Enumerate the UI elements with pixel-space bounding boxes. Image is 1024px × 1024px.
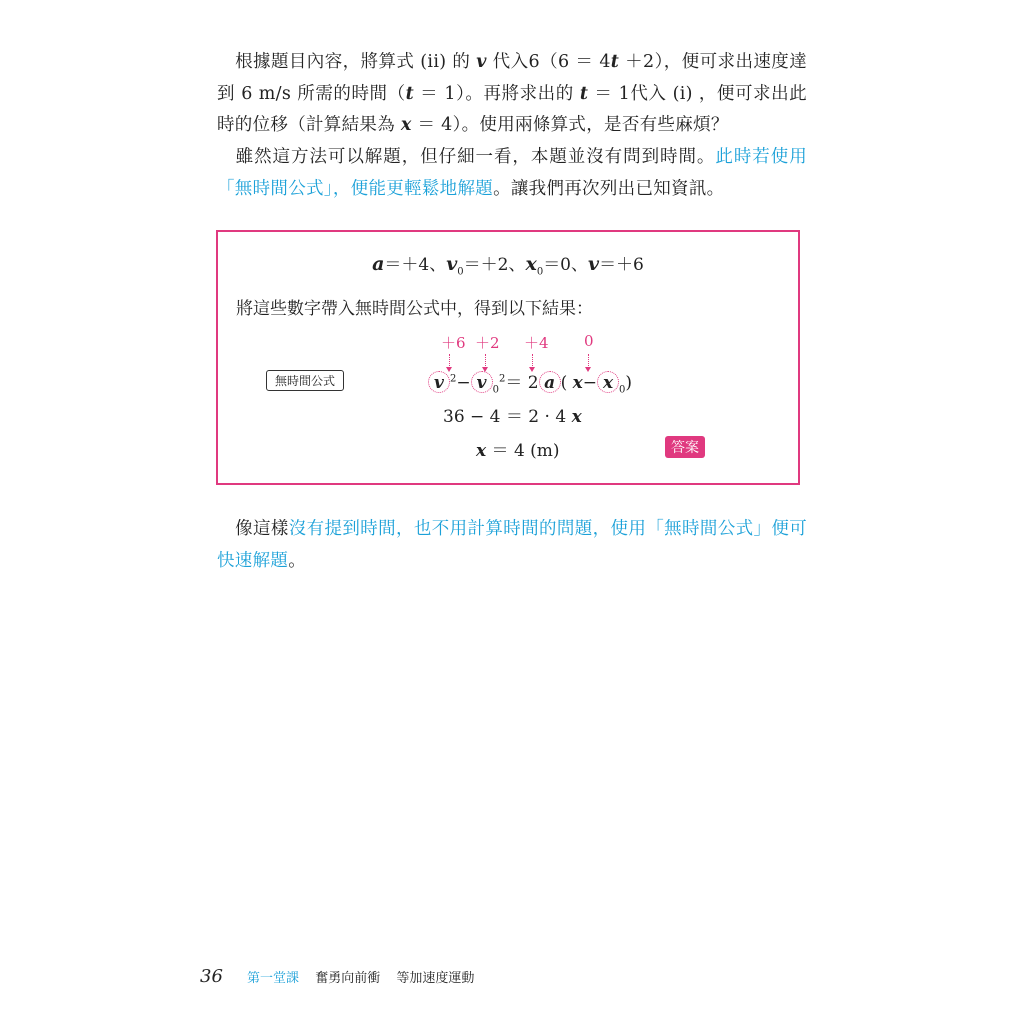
variable-v: v	[476, 52, 487, 72]
text: 。	[288, 550, 307, 571]
given-values	[218, 250, 798, 277]
text: ＝ 1）。再將求出的	[414, 83, 580, 104]
variable-a: a	[372, 253, 385, 275]
page-number: 36	[200, 966, 223, 987]
calculation-step	[443, 402, 582, 427]
paren: (	[560, 373, 568, 393]
superscript: 2	[450, 373, 457, 385]
page-footer	[200, 966, 474, 987]
sub-value-a: ＋4	[524, 334, 549, 352]
answer-badge: 答案	[665, 436, 705, 458]
paren: )	[625, 373, 633, 393]
topic-title: 等加速度運動	[396, 971, 475, 986]
variable-t: t	[610, 52, 620, 72]
variable-x: x	[400, 115, 412, 135]
subscript: 0	[492, 384, 499, 396]
highlight-text: 此時若使用「無時間公式」，便能更輕鬆地解題	[217, 147, 807, 199]
value: ＝0、	[543, 255, 589, 275]
value: ＝＋2、	[463, 255, 526, 275]
subscript: 0	[536, 266, 544, 278]
variable-x: x	[572, 373, 583, 393]
variable-v: v	[588, 253, 600, 275]
lead-text: 將這些數字帶入無時間公式中，得到以下結果：	[236, 299, 593, 319]
highlight-text: 沒有提到時間，也不用計算時間的問題，使用「無時間公式」便可快速解題	[217, 519, 807, 571]
value: ＝＋6	[599, 255, 644, 275]
formula-tag: 無時間公式	[266, 370, 344, 391]
lesson-label: 第一堂課	[247, 971, 300, 986]
example-box	[216, 230, 800, 485]
circled-variable-v: v	[428, 371, 450, 393]
variable-v0: v	[446, 253, 458, 275]
formula-equation	[428, 368, 632, 395]
text: 雖然這方法可以解題，但仔細一看，本題並沒有問到時間。	[235, 147, 716, 167]
chapter-title: 奮勇向前衝	[315, 971, 381, 986]
variable-x: x	[476, 441, 487, 461]
result-text: ＝ 4 (m)	[486, 441, 560, 461]
text: 代入6（6 ＝ 4	[486, 52, 611, 72]
subscript: 0	[619, 384, 626, 396]
paragraph-2	[217, 142, 807, 205]
paragraph-3	[217, 514, 807, 577]
text: ＝ 1代入 (i) ，便可求出此時的位移（計算結果為	[217, 83, 807, 135]
text: 像這樣	[235, 519, 289, 539]
sub-value-x0: 0	[584, 332, 594, 350]
variable-t: t	[579, 83, 589, 104]
operator: −	[456, 373, 471, 393]
operator: ＝ 2	[505, 373, 539, 393]
superscript: 2	[499, 373, 506, 385]
result-step	[476, 436, 560, 461]
step-text: 36 − 4 ＝ 2 · 4	[443, 407, 572, 427]
operator: −	[582, 373, 598, 393]
value: ＝＋4、	[384, 255, 447, 275]
variable-x0: x	[525, 253, 537, 275]
variable-x: x	[571, 407, 582, 427]
text: 。讓我們再次列出已知資訊。	[493, 178, 725, 199]
text: 根據題目內容，將算式 (ii) 的	[235, 52, 477, 72]
text: ＋2），便可求出速度達到 6 m/s 所需的時間（	[217, 52, 808, 104]
circled-variable-v0: v	[471, 371, 493, 393]
sub-value-v: ＋6	[441, 334, 466, 352]
sub-value-v0: ＋2	[475, 334, 500, 352]
paragraph-1	[217, 47, 807, 142]
subscript: 0	[457, 266, 464, 278]
circled-variable-x0: x	[597, 371, 619, 393]
variable-t: t	[405, 83, 415, 104]
text: ＝ 4）。使用兩條算式，是否有些麻煩？	[411, 115, 729, 135]
circled-variable-a: a	[539, 371, 561, 393]
